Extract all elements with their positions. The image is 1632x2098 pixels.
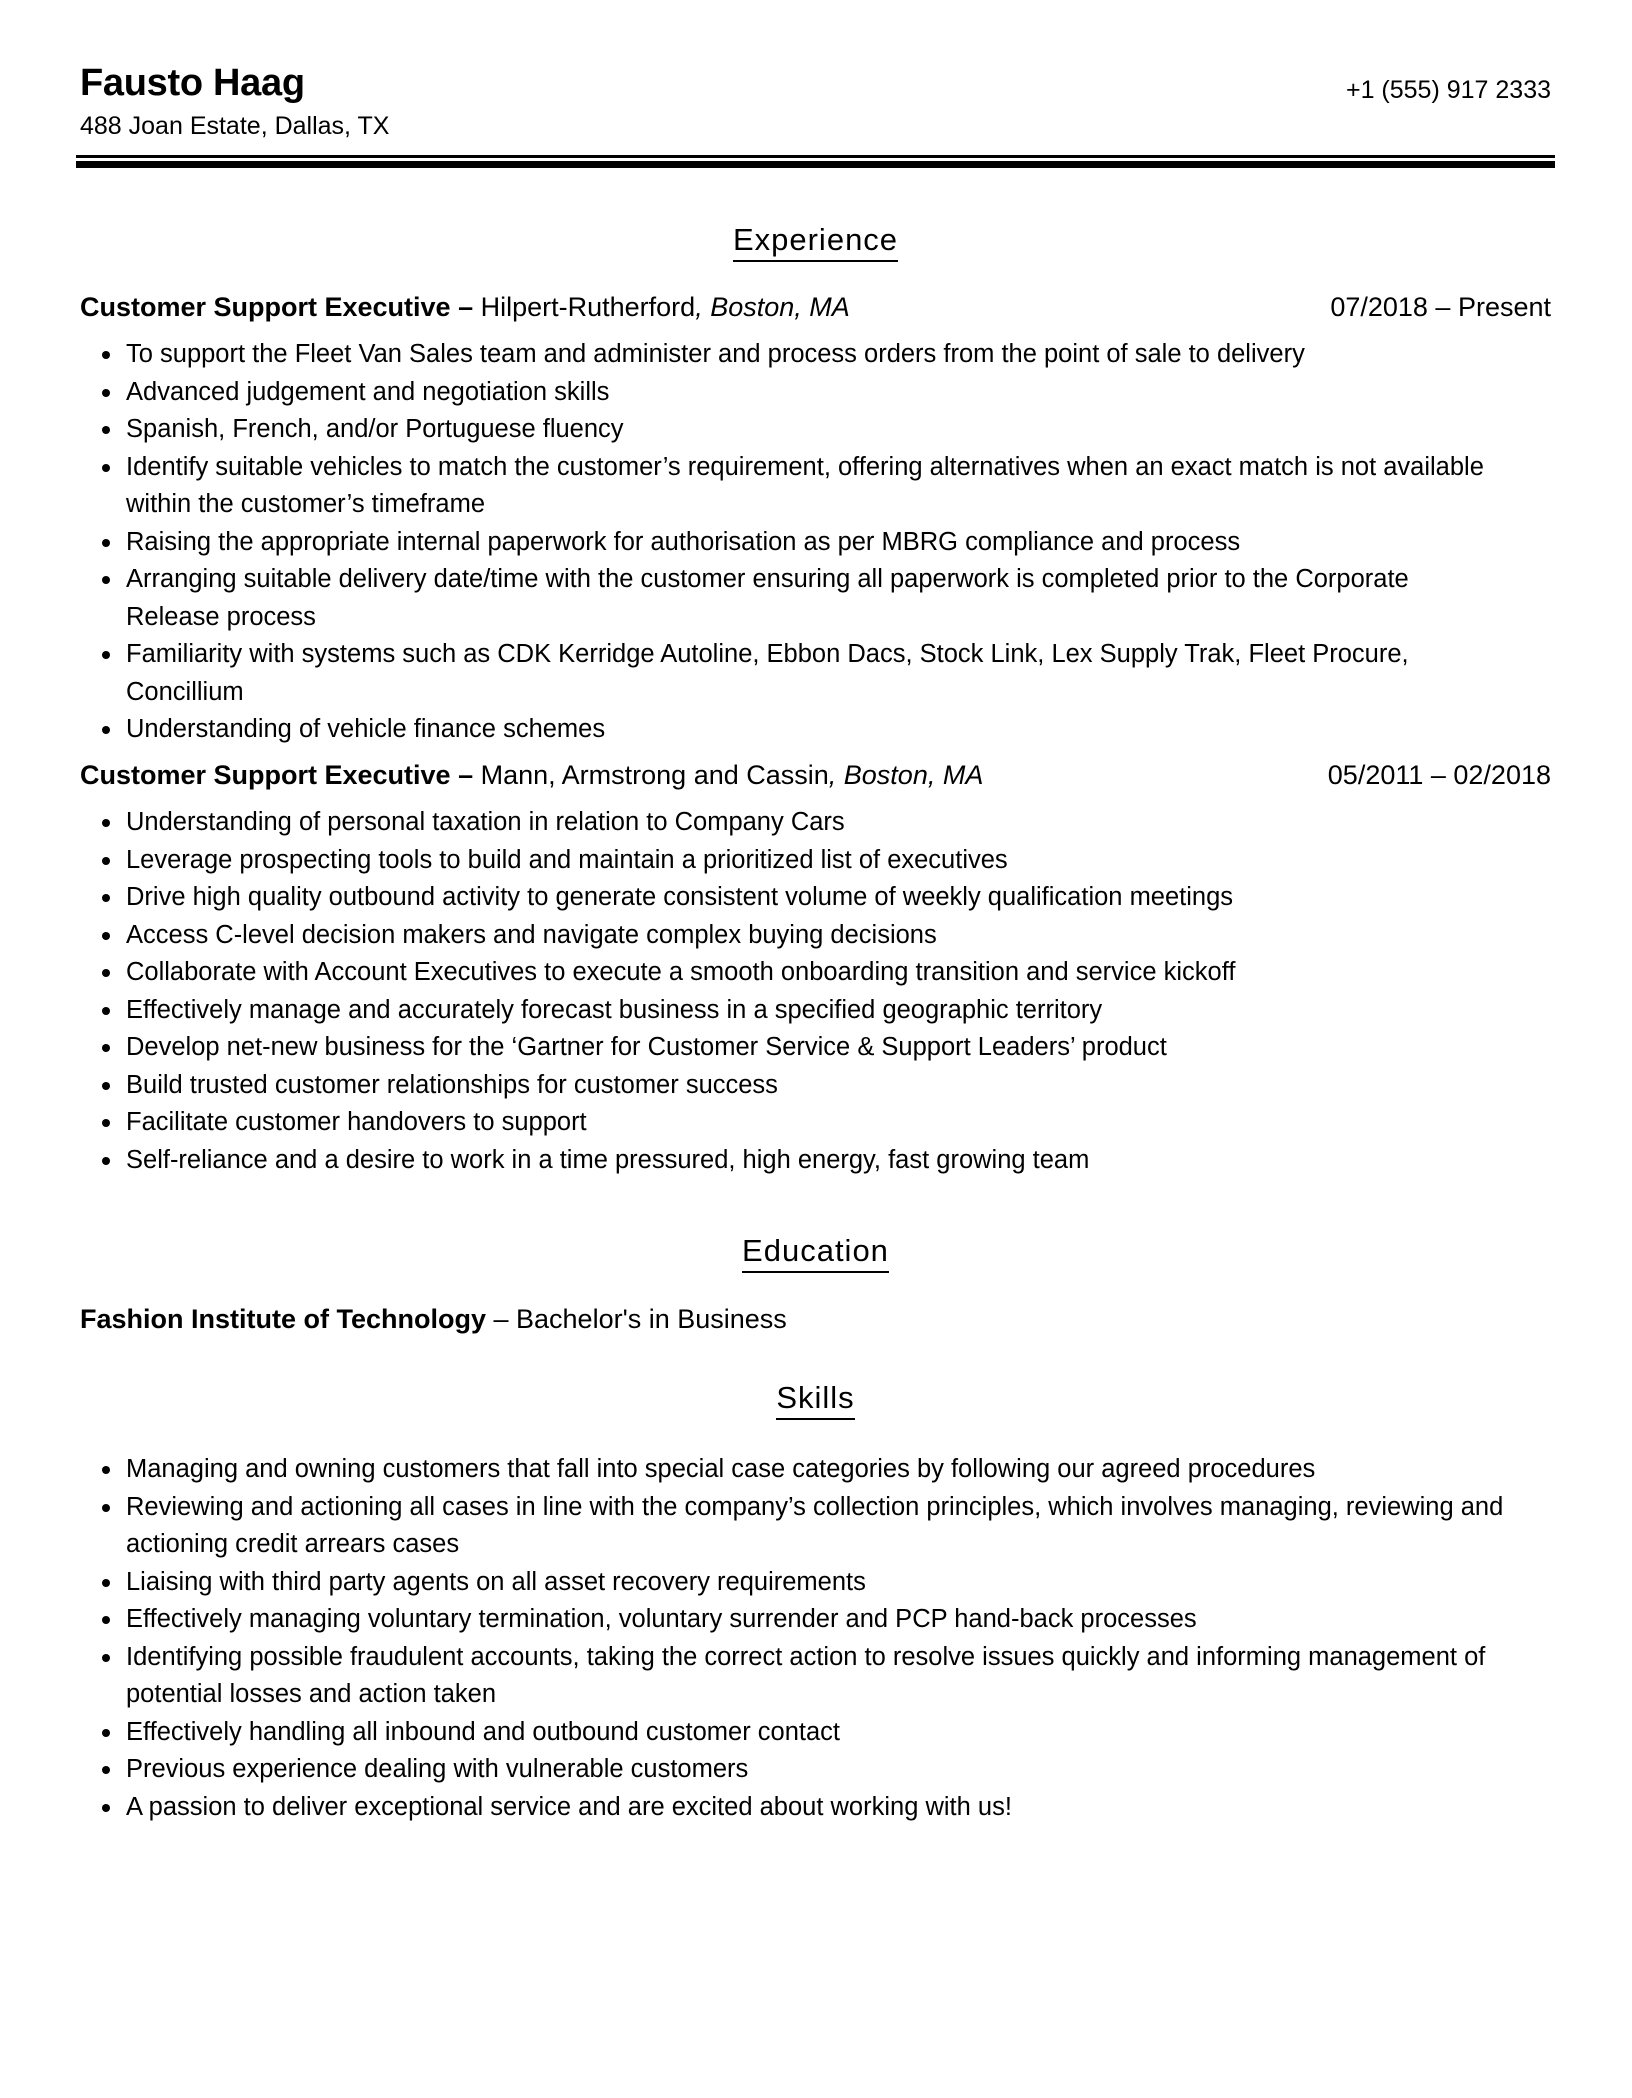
list-item: Build trusted customer relationships for customer success — [80, 1067, 1551, 1105]
experience-heading: Experience — [80, 222, 1551, 262]
list-item: Drive high quality outbound activity to generate consistent volume of weekly qualification meetings — [80, 879, 1551, 917]
list-item: Develop net-new business for the ‘Gartner for Customer Service & Support Leaders’ product — [80, 1029, 1551, 1067]
job-location: , Boston, MA — [695, 292, 850, 322]
list-item: Effectively handling all inbound and outbound customer contact — [80, 1714, 1520, 1752]
list-item: Liaising with third party agents on all asset recovery requirements — [80, 1564, 1520, 1602]
list-item: A passion to deliver exceptional service and are excited about working with us! — [80, 1789, 1520, 1827]
job-location: , Boston, MA — [828, 760, 984, 790]
job-header — [80, 292, 1551, 323]
candidate-address: 488 Joan Estate, Dallas, TX — [80, 112, 390, 140]
header-divider-thick — [76, 161, 1555, 168]
list-item: Effectively managing voluntary termination, voluntary surrender and PCP hand-back processes — [80, 1601, 1520, 1639]
candidate-name: Fausto Haag — [80, 62, 305, 104]
list-item: Self-reliance and a desire to work in a time pressured, high energy, fast growing team — [80, 1142, 1551, 1180]
candidate-phone: +1 (555) 917 2333 — [1345, 76, 1551, 104]
list-item: Advanced judgement and negotiation skills — [80, 374, 1500, 412]
job-title: Customer Support Executive – — [80, 760, 474, 790]
job-header — [80, 760, 1551, 791]
list-item: To support the Fleet Van Sales team and administer and process orders from the point of sale to delivery — [80, 336, 1500, 374]
skills-heading: Skills — [80, 1380, 1551, 1420]
list-item: Familiarity with systems such as CDK Kerridge Autoline, Ebbon Dacs, Stock Link, Lex Supply Trak, Fleet Procure, Concillium — [80, 636, 1500, 711]
list-item: Identifying possible fraudulent accounts, taking the correct action to resolve issues quickly and informing management of potential losses and action taken — [80, 1639, 1520, 1714]
job-bullets — [80, 336, 1500, 749]
list-item: Effectively manage and accurately forecast business in a specified geographic territory — [80, 992, 1551, 1030]
job-bullets — [80, 804, 1551, 1179]
header-divider-thin — [76, 155, 1555, 158]
school-name: Fashion Institute of Technology — [80, 1304, 486, 1334]
list-item: Understanding of personal taxation in relation to Company Cars — [80, 804, 1551, 842]
list-item: Reviewing and actioning all cases in line with the company’s collection principles, which involves managing, reviewing and actioning credit arrears cases — [80, 1489, 1520, 1564]
education-heading: Education — [80, 1233, 1551, 1273]
list-item: Previous experience dealing with vulnerable customers — [80, 1751, 1520, 1789]
job-company: Mann, Armstrong and Cassin — [473, 760, 829, 790]
list-item: Identify suitable vehicles to match the customer’s requirement, offering alternatives when an exact match is not available within the customer’s timeframe — [80, 449, 1500, 524]
list-item: Understanding of vehicle finance schemes — [80, 711, 1500, 749]
job-dates: 05/2011 – 02/2018 — [1327, 760, 1551, 790]
list-item: Spanish, French, and/or Portuguese fluency — [80, 411, 1500, 449]
list-item: Arranging suitable delivery date/time with the customer ensuring all paperwork is completed prior to the Corporate Release process — [80, 561, 1500, 636]
skills-list — [80, 1451, 1520, 1826]
list-item: Facilitate customer handovers to support — [80, 1104, 1551, 1142]
job-dates: 07/2018 – Present — [1330, 292, 1551, 322]
job-company: Hilpert-Rutherford — [473, 292, 696, 322]
list-item: Collaborate with Account Executives to execute a smooth onboarding transition and service kickoff — [80, 954, 1551, 992]
list-item: Access C-level decision makers and navigate complex buying decisions — [80, 917, 1551, 955]
job-title: Customer Support Executive – — [80, 292, 474, 322]
list-item: Leverage prospecting tools to build and maintain a prioritized list of executives — [80, 842, 1551, 880]
list-item: Raising the appropriate internal paperwork for authorisation as per MBRG compliance and process — [80, 524, 1500, 562]
degree: – Bachelor's in Business — [486, 1304, 787, 1334]
education-entry — [80, 1304, 787, 1335]
list-item: Managing and owning customers that fall into special case categories by following our agreed procedures — [80, 1451, 1520, 1489]
